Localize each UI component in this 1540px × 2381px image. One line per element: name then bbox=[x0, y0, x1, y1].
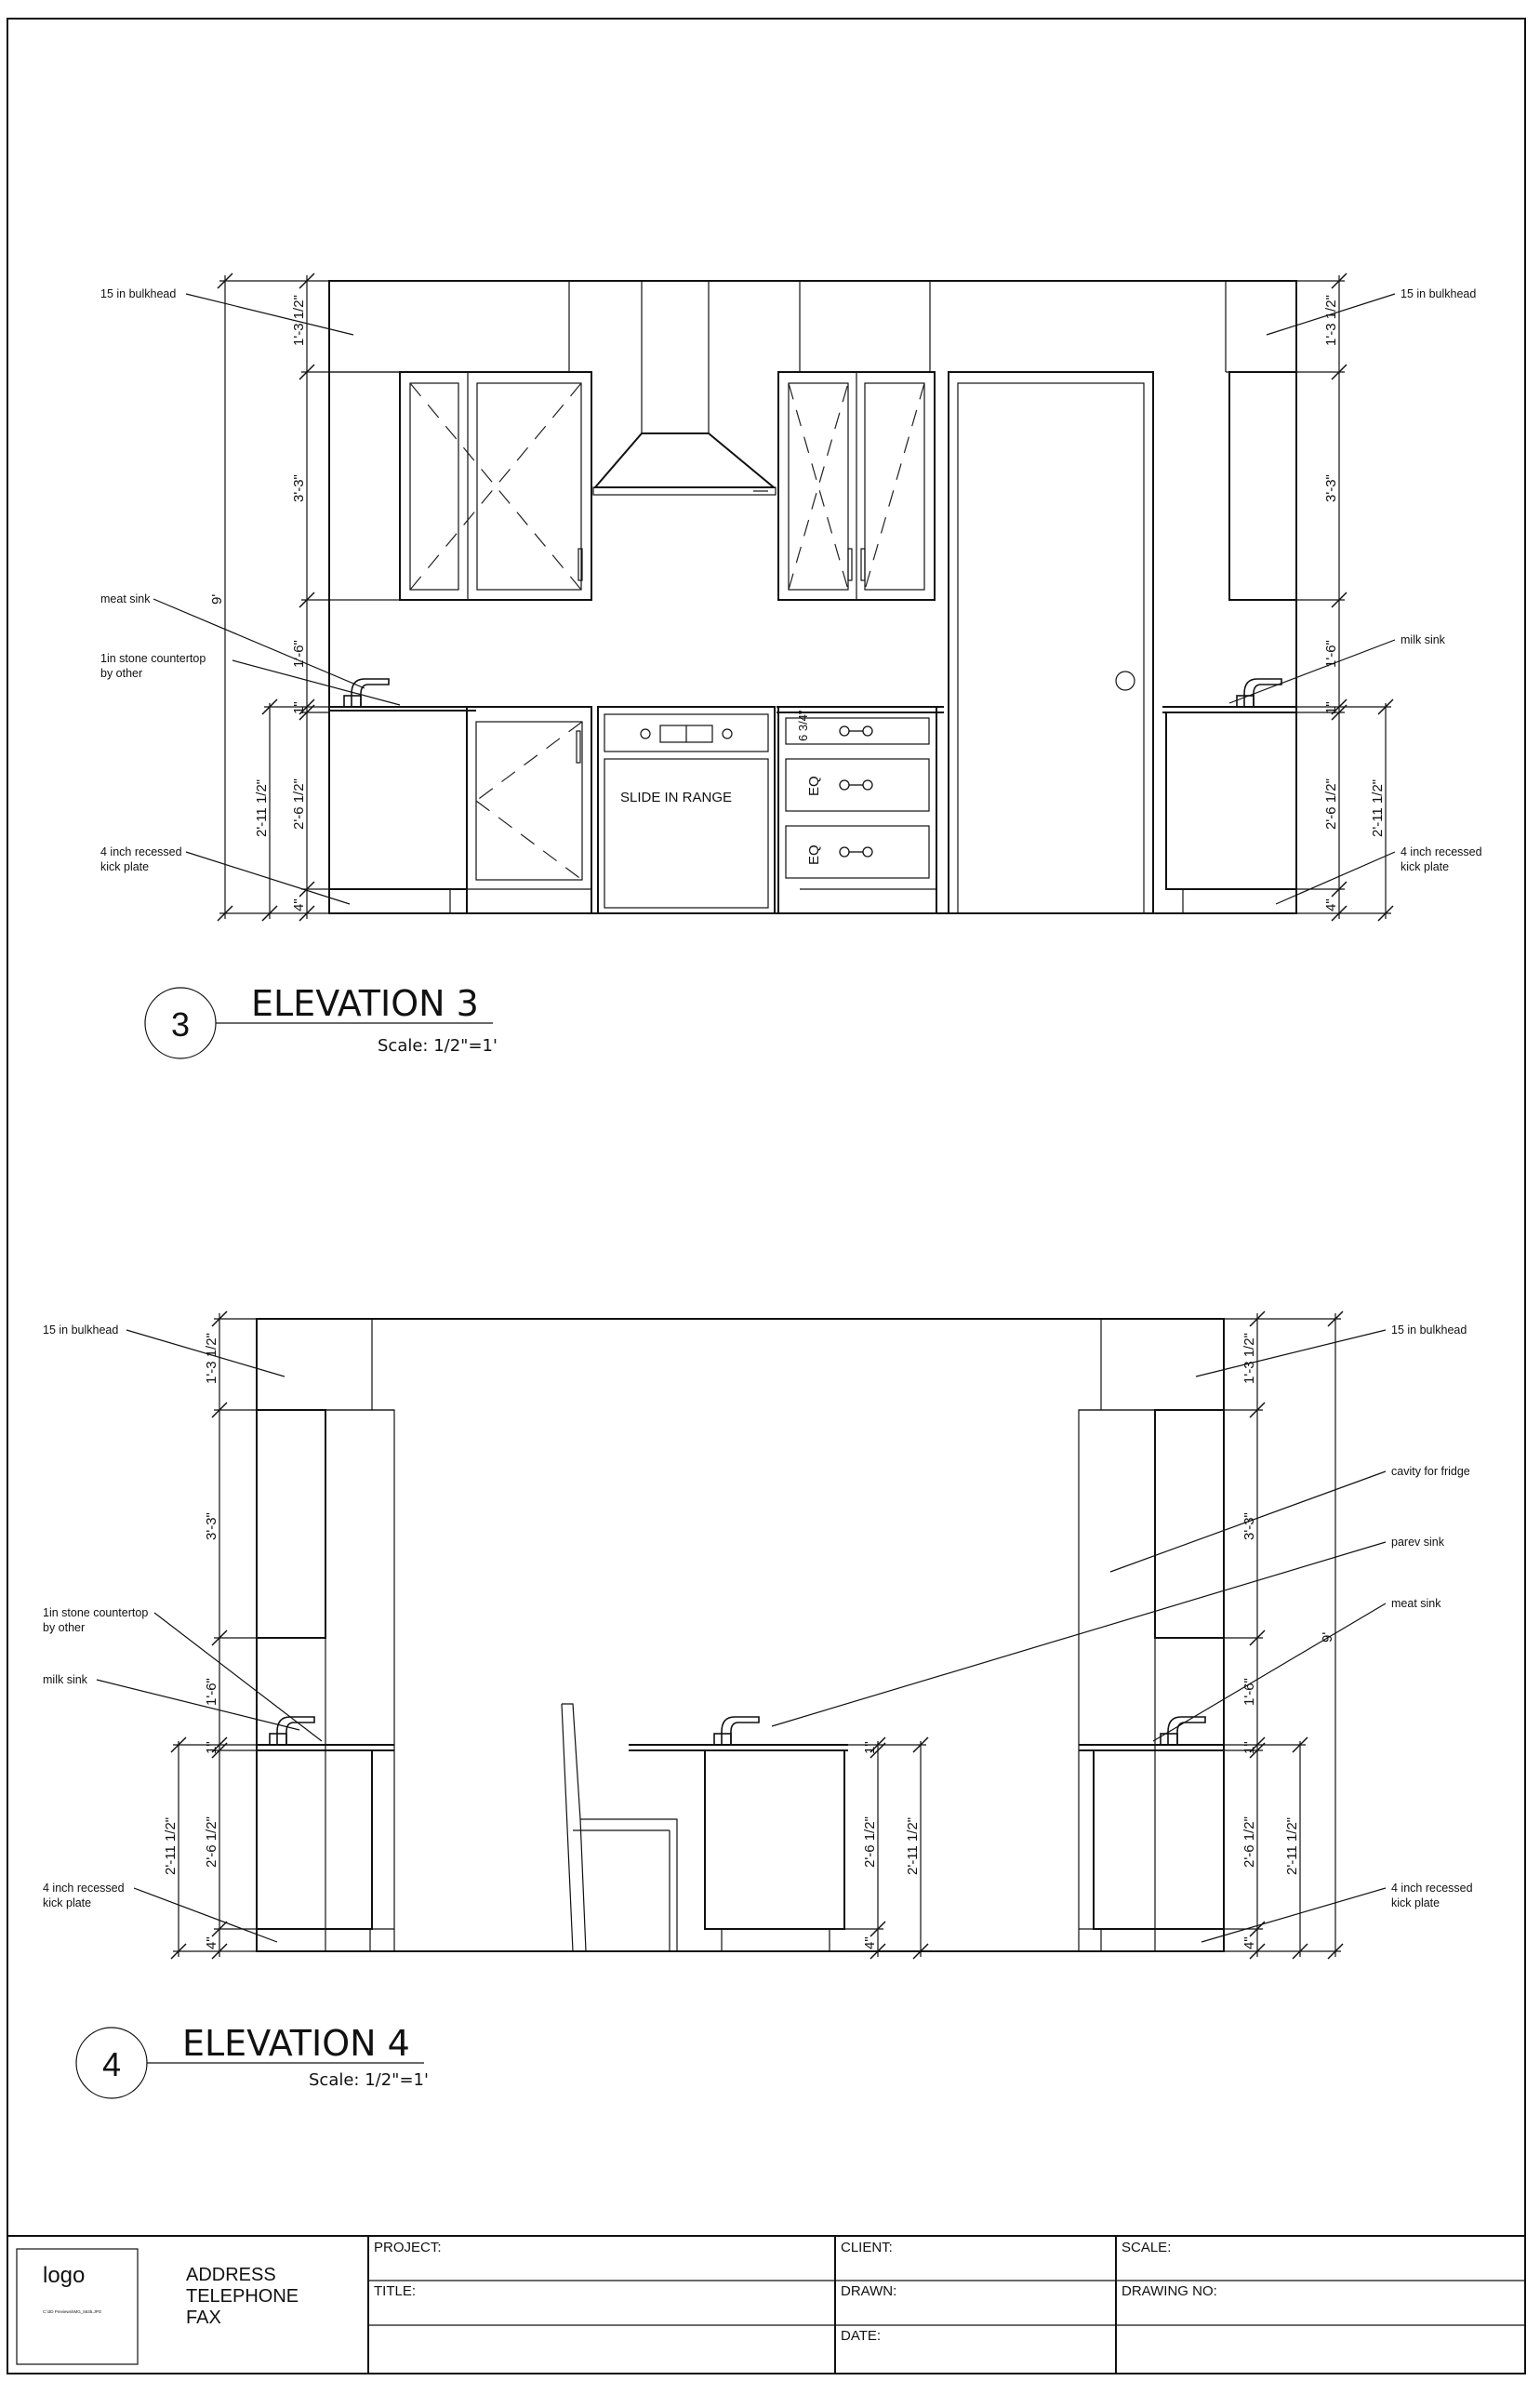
tb-drawn: DRAWN: bbox=[841, 2283, 897, 2299]
note4-meat-sink: meat sink bbox=[1391, 1597, 1441, 1610]
tb-project: PROJECT: bbox=[374, 2240, 442, 2255]
drawer-dim-top: 6 3/4" bbox=[796, 710, 810, 741]
tb-telephone: TELEPHONE bbox=[186, 2286, 299, 2307]
note-milk-sink: milk sink bbox=[1401, 633, 1445, 646]
elevation-3-drawing bbox=[100, 273, 1482, 1058]
svg-text:1'-3 1/2": 1'-3 1/2" bbox=[1241, 1333, 1257, 1384]
note-kick-left-1: 4 inch recessed bbox=[100, 845, 182, 858]
drawer-eq-2: EQ bbox=[806, 845, 822, 865]
elevation-4-dims-island bbox=[844, 1737, 928, 1959]
note4-parev-sink: parev sink bbox=[1391, 1536, 1444, 1549]
note-meat-sink: meat sink bbox=[100, 592, 151, 605]
svg-text:1'-3 1/2": 1'-3 1/2" bbox=[204, 1333, 219, 1384]
note4-countertop-1: 1in stone countertop bbox=[43, 1606, 149, 1619]
svg-text:2'-11 1/2": 2'-11 1/2" bbox=[163, 1816, 179, 1875]
elevation-3-scale: Scale: 1/2"=1' bbox=[378, 1036, 498, 1056]
note4-bulkhead-right: 15 in bulkhead bbox=[1391, 1324, 1467, 1337]
elevation-4-dims-right bbox=[1224, 1311, 1343, 1959]
svg-text:1": 1" bbox=[204, 1741, 219, 1754]
svg-text:9': 9' bbox=[209, 593, 225, 605]
svg-text:1'-6": 1'-6" bbox=[291, 640, 307, 668]
svg-text:4": 4" bbox=[1241, 1936, 1257, 1949]
note-kick-left-2: kick plate bbox=[100, 860, 150, 873]
svg-text:2'-11 1/2": 2'-11 1/2" bbox=[254, 778, 270, 837]
svg-text:4": 4" bbox=[1323, 898, 1339, 911]
right-cabinet-run bbox=[1079, 1410, 1224, 1951]
svg-text:2'-6 1/2": 2'-6 1/2" bbox=[204, 1816, 219, 1868]
elevation-3-wall bbox=[329, 281, 1296, 913]
svg-text:2'-11 1/2": 2'-11 1/2" bbox=[905, 1816, 921, 1875]
tb-title: TITLE: bbox=[374, 2283, 417, 2299]
logo-text: logo bbox=[43, 2263, 86, 2288]
title-block bbox=[7, 2236, 1525, 2374]
elevation-3-dims-left bbox=[209, 273, 329, 921]
svg-text:1'-3 1/2": 1'-3 1/2" bbox=[291, 295, 307, 346]
tb-client: CLIENT: bbox=[841, 2240, 893, 2255]
svg-text:1'-3 1/2": 1'-3 1/2" bbox=[1323, 295, 1339, 346]
elevation-4-number: 4 bbox=[101, 2045, 122, 2083]
tb-fax: FAX bbox=[186, 2308, 221, 2328]
range-label: SLIDE IN RANGE bbox=[620, 790, 733, 805]
left-cabinet-run bbox=[257, 1410, 394, 1951]
svg-text:2'-6 1/2": 2'-6 1/2" bbox=[1323, 778, 1339, 830]
svg-text:1'-6": 1'-6" bbox=[204, 1678, 219, 1706]
svg-text:4": 4" bbox=[862, 1936, 878, 1949]
note4-bulkhead-left: 15 in bulkhead bbox=[43, 1324, 119, 1337]
svg-text:4": 4" bbox=[291, 898, 307, 911]
svg-text:2'-11 1/2": 2'-11 1/2" bbox=[1284, 1816, 1300, 1875]
elevation-3-number: 3 bbox=[170, 1005, 191, 1044]
elevation-4-drawing bbox=[43, 1311, 1473, 2098]
svg-text:1": 1" bbox=[1323, 701, 1339, 714]
svg-text:1'-6": 1'-6" bbox=[1323, 640, 1339, 668]
upper-cabinets-center bbox=[778, 372, 935, 600]
note-countertop-1: 1in stone countertop bbox=[100, 652, 206, 665]
note4-cavity: cavity for fridge bbox=[1391, 1465, 1470, 1478]
note-countertop-2: by other bbox=[100, 667, 143, 680]
note4-kick-right-1: 4 inch recessed bbox=[1391, 1882, 1473, 1895]
note-bulkhead-left: 15 in bulkhead bbox=[100, 287, 177, 300]
svg-text:2'-11 1/2": 2'-11 1/2" bbox=[1370, 778, 1386, 837]
drawer-eq-1: EQ bbox=[806, 776, 822, 796]
note-kick-right-2: kick plate bbox=[1401, 860, 1450, 873]
note4-kick-left-1: 4 inch recessed bbox=[43, 1882, 125, 1895]
svg-text:3'-3": 3'-3" bbox=[1241, 1512, 1257, 1540]
tb-date: DATE: bbox=[841, 2328, 882, 2344]
note-bulkhead-right: 15 in bulkhead bbox=[1401, 287, 1477, 300]
tb-drawing-no: DRAWING NO: bbox=[1122, 2283, 1217, 2299]
svg-text:3'-3": 3'-3" bbox=[1323, 474, 1339, 502]
upper-cabinets-left bbox=[329, 372, 591, 600]
island-with-sink bbox=[629, 1717, 848, 1951]
upper-cabinet-right bbox=[1229, 372, 1296, 600]
bar-stool bbox=[562, 1704, 677, 1951]
svg-text:2'-6 1/2": 2'-6 1/2" bbox=[1241, 1816, 1257, 1868]
svg-text:1": 1" bbox=[862, 1741, 878, 1754]
elevation-3-dims-right bbox=[1296, 273, 1393, 921]
svg-text:1": 1" bbox=[1241, 1741, 1257, 1754]
logo-caption: C:\3D Previews\IMG_5635.JPG bbox=[43, 2309, 102, 2314]
tb-address: ADDRESS bbox=[186, 2265, 276, 2285]
svg-text:1": 1" bbox=[291, 701, 307, 714]
base-cabinets-left bbox=[329, 707, 591, 913]
elevation-4-heading: ELEVATION 4 bbox=[182, 2023, 410, 2064]
pantry-door bbox=[949, 372, 1153, 913]
svg-text:3'-3": 3'-3" bbox=[204, 1512, 219, 1540]
tb-scale: SCALE: bbox=[1122, 2240, 1172, 2255]
elevation-3-title bbox=[145, 983, 498, 1058]
elevation-4-title bbox=[76, 2023, 429, 2098]
svg-text:3'-3": 3'-3" bbox=[291, 474, 307, 502]
note4-milk-sink: milk sink bbox=[43, 1673, 87, 1686]
note4-kick-left-2: kick plate bbox=[43, 1896, 92, 1909]
svg-text:2'-6 1/2": 2'-6 1/2" bbox=[862, 1816, 878, 1868]
drawer-stack bbox=[778, 707, 936, 913]
note4-countertop-2: by other bbox=[43, 1621, 86, 1634]
base-cabinet-right bbox=[1166, 712, 1296, 913]
elevation-3-heading: ELEVATION 3 bbox=[251, 983, 479, 1024]
svg-text:4": 4" bbox=[204, 1936, 219, 1949]
svg-text:2'-6 1/2": 2'-6 1/2" bbox=[291, 778, 307, 830]
svg-text:1'-6": 1'-6" bbox=[1241, 1678, 1257, 1706]
svg-text:9': 9' bbox=[1320, 1631, 1335, 1643]
range-hood bbox=[593, 281, 776, 495]
slide-in-range bbox=[598, 707, 775, 913]
elevation-4-scale: Scale: 1/2"=1' bbox=[309, 2070, 429, 2090]
note-kick-right-1: 4 inch recessed bbox=[1401, 845, 1482, 858]
elevation-4-dims-left bbox=[163, 1311, 257, 1959]
note4-kick-right-2: kick plate bbox=[1391, 1896, 1440, 1909]
